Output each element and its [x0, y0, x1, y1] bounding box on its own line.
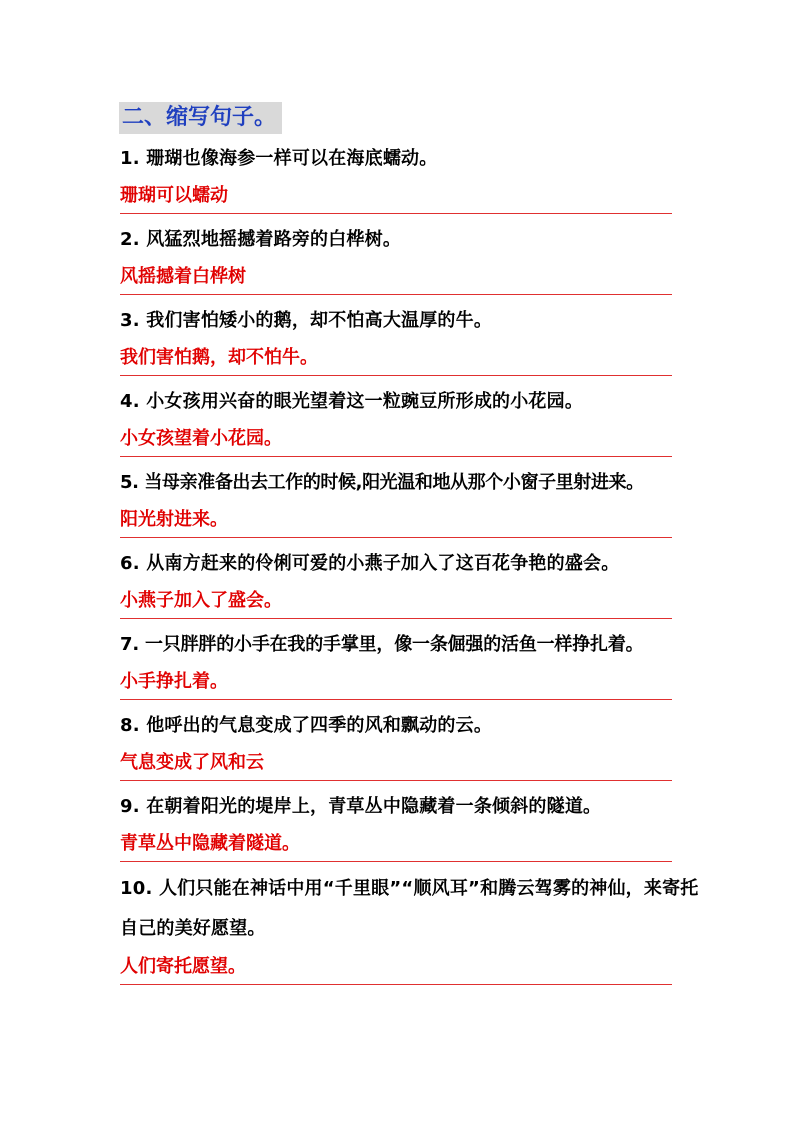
question-text: 8. 他呼出的气息变成了四季的风和飘动的云。	[120, 715, 493, 736]
section-title: 二、缩写句子。	[119, 102, 282, 134]
answer-text: 小燕子加入了盛会。	[120, 583, 672, 619]
exercise-item-3	[120, 302, 700, 376]
question-text: 4. 小女孩用兴奋的眼光望着这一粒豌豆所形成的小花园。	[120, 391, 584, 412]
exercise-item-10	[120, 869, 700, 985]
exercise-item-8	[120, 707, 700, 781]
answer-text: 青草丛中隐藏着隧道。	[120, 826, 672, 862]
exercise-item-1	[120, 140, 700, 214]
question-text: 9. 在朝着阳光的堤岸上，青草丛中隐藏着一条倾斜的隧道。	[120, 796, 602, 817]
question-text: 2. 风猛烈地摇撼着路旁的白桦树。	[120, 229, 402, 250]
exercise-item-9	[120, 788, 700, 862]
answer-text: 珊瑚可以蠕动	[120, 178, 672, 214]
question-text: 3. 我们害怕矮小的鹅，却不怕高大温厚的牛。	[120, 310, 493, 331]
answer-text: 小女孩望着小花园。	[120, 421, 672, 457]
question-text: 7. 一只胖胖的小手在我的手掌里，像一条倔强的活鱼一样挣扎着。	[120, 634, 644, 655]
exercise-list	[120, 140, 700, 992]
exercise-item-4	[120, 383, 700, 457]
answer-text: 风摇撼着白桦树	[120, 259, 672, 295]
question-text: 10. 人们只能在神话中用“千里眼”“顺风耳”和腾云驾雾的神仙，来寄托自己的美好愿望。	[120, 878, 699, 939]
question-text: 1. 珊瑚也像海参一样可以在海底蠕动。	[120, 148, 438, 169]
exercise-item-6	[120, 545, 700, 619]
exercise-item-2	[120, 221, 700, 295]
answer-text: 我们害怕鹅，却不怕牛。	[120, 340, 672, 376]
exercise-item-7	[120, 626, 700, 700]
answer-text: 人们寄托愿望。	[120, 949, 672, 985]
question-text: 6. 从南方赶来的伶俐可爱的小燕子加入了这百花争艳的盛会。	[120, 553, 620, 574]
answer-text: 气息变成了风和云	[120, 745, 672, 781]
question-text: 5. 当母亲准备出去工作的时候,阳光温和地从那个小窗子里射进来。	[120, 472, 644, 493]
answer-text: 阳光射进来。	[120, 502, 672, 538]
answer-text: 小手挣扎着。	[120, 664, 672, 700]
exercise-item-5	[120, 464, 700, 538]
